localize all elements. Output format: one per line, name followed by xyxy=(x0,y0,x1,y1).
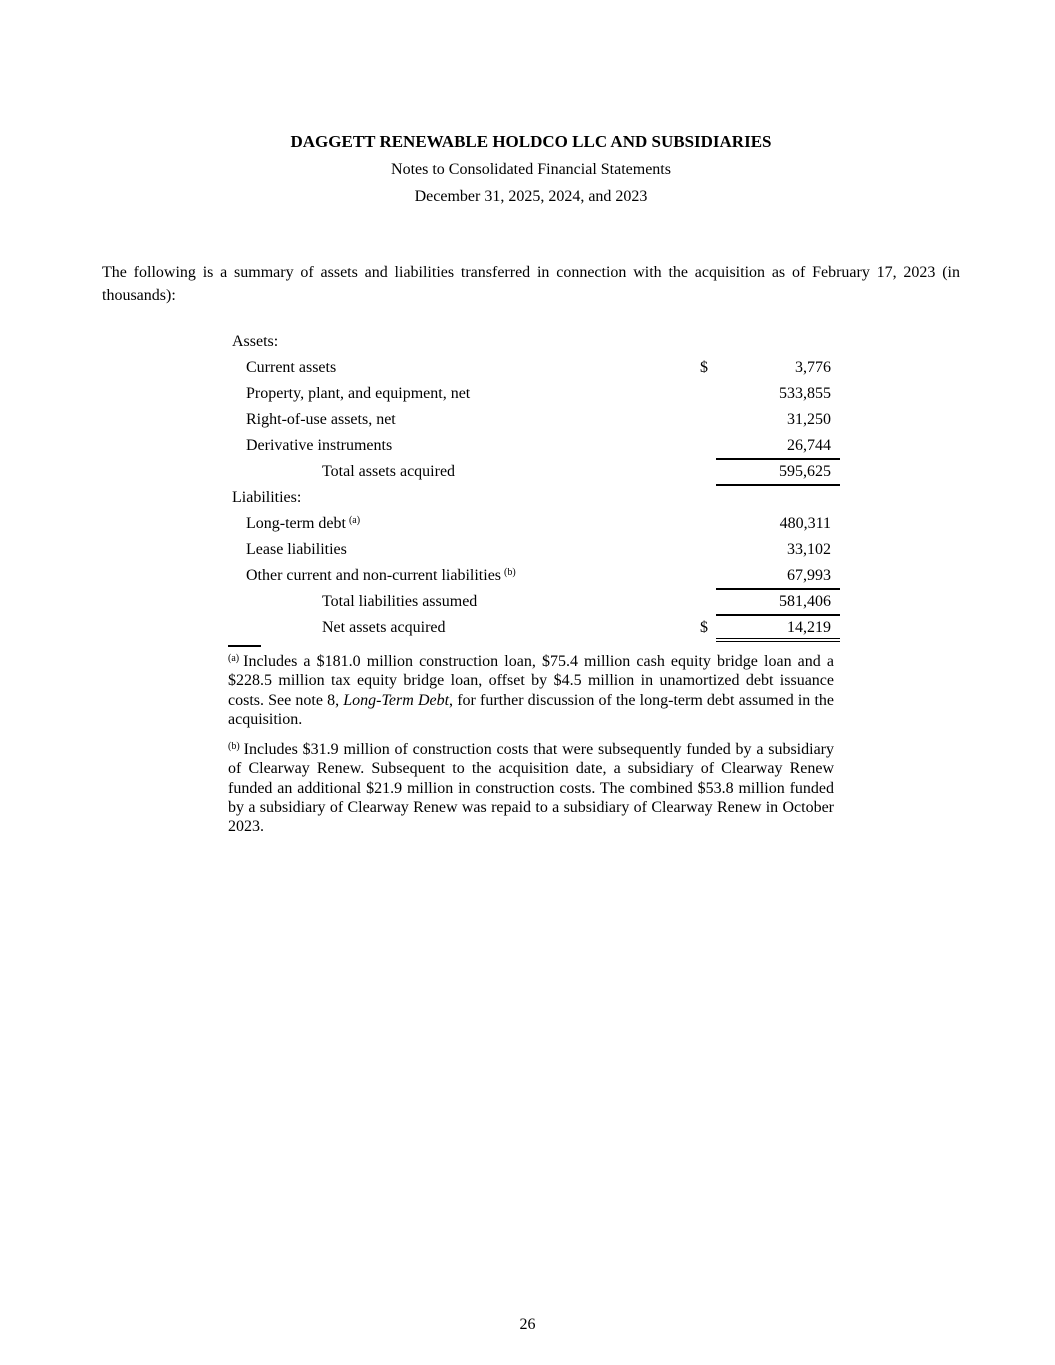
table-row-other-liabilities xyxy=(232,564,840,590)
row-value xyxy=(716,486,840,512)
table-row-long-term-debt xyxy=(232,512,840,538)
page-number: 26 xyxy=(519,1316,536,1333)
currency-symbol xyxy=(700,564,716,590)
footnote-divider xyxy=(228,645,261,647)
table-row-ppe-net xyxy=(232,382,840,408)
row-value: 533,855 xyxy=(779,385,831,402)
row-label: Property, plant, and equipment, net xyxy=(246,385,471,402)
row-value: 67,993 xyxy=(716,564,840,590)
row-label: Lease liabilities xyxy=(246,541,347,558)
row-label: Total liabilities assumed xyxy=(322,593,478,610)
footnote-b xyxy=(228,740,834,836)
currency-symbol xyxy=(700,538,716,564)
row-value: 26,744 xyxy=(716,434,840,460)
row-label: Right-of-use assets, net xyxy=(246,411,396,428)
footnotes-section xyxy=(228,645,834,837)
currency-symbol: $ xyxy=(700,359,708,376)
table-row-liabilities-header xyxy=(232,486,840,512)
footnote-ref-b: (b) xyxy=(504,567,516,578)
table-row-lease-liabilities xyxy=(232,538,840,564)
row-value: 3,776 xyxy=(795,359,831,376)
row-label: Total assets acquired xyxy=(322,463,456,480)
row-value: 581,406 xyxy=(716,590,840,616)
row-label: Assets: xyxy=(232,333,279,350)
document-subtitle: Notes to Consolidated Financial Statements xyxy=(391,161,671,178)
table-row-net-assets-acquired xyxy=(232,616,840,642)
footnote-marker-b: (b) xyxy=(228,741,240,753)
document-header xyxy=(102,0,960,207)
currency-symbol: $ xyxy=(700,619,708,636)
currency-symbol xyxy=(700,408,716,434)
table-row-assets-header xyxy=(232,330,840,356)
footnote-italic-reference: Long-Term Debt xyxy=(343,691,450,709)
currency-symbol xyxy=(700,512,716,538)
row-label: Long-term debt $^{(a)}$ xyxy=(246,515,361,532)
currency-symbol xyxy=(700,590,716,616)
document-title: DAGGETT RENEWABLE HOLDCO LLC AND SUBSIDIARIES xyxy=(290,132,772,151)
table-row-derivative-instruments xyxy=(232,434,840,460)
row-value: 14,219 xyxy=(716,616,840,642)
row-label: Net assets acquired xyxy=(322,619,446,636)
footnote-text: , for further discussion of the long-term debt assumed in the acquisition. xyxy=(228,691,835,728)
row-label: Liabilities: xyxy=(232,489,302,506)
currency-symbol xyxy=(700,486,716,512)
intro-paragraph: The following is a summary of assets and liabilities transferred in connection with the acquisition as of February 17, 2023 (in thousands): xyxy=(102,264,960,304)
row-label: Current assets xyxy=(246,359,337,376)
row-label: Other current and non-current liabilities $^{(b)}$ xyxy=(246,567,516,584)
currency-symbol xyxy=(700,460,716,486)
footnote-text: Includes $31.9 million of construction costs that were subsequently funded by a subsidiary of Clearway Renew. Subsequent to the acquisition date, a subsidiary of Clearway Renew funded an additional $21.9 million in construction costs. The combined $53.8 million funded by a subsidiary of Clearway Renew was repaid to a subsidiary of Clearway Renew in October 2023. xyxy=(228,741,834,836)
row-label: Derivative instruments xyxy=(246,437,393,454)
financial-table xyxy=(232,330,840,642)
row-value: 31,250 xyxy=(787,411,831,428)
currency-symbol xyxy=(700,382,716,408)
table-row-rou-assets xyxy=(232,408,840,434)
currency-symbol xyxy=(700,434,716,460)
row-value: 595,625 xyxy=(716,460,840,486)
footnote-text: Includes a $181.0 million construction loan, $75.4 million cash equity bridge loan and a $228.5 million tax equity bridge loan, offset by $4.5 million in unamortized debt issuance costs. See note 8, xyxy=(228,653,834,709)
row-value: 480,311 xyxy=(779,515,831,532)
currency-symbol xyxy=(700,330,716,356)
document-date: December 31, 2025, 2024, and 2023 xyxy=(414,188,648,205)
footnote-a xyxy=(228,652,834,729)
footnote-ref-a: (a) xyxy=(348,515,361,526)
row-value: 33,102 xyxy=(787,541,831,558)
table-row-current-assets xyxy=(232,356,840,382)
footnote-marker-a: (a) xyxy=(228,653,240,664)
row-value xyxy=(716,330,840,356)
table-row-total-assets-acquired xyxy=(232,460,840,486)
table-row-total-liabilities-assumed xyxy=(232,590,840,616)
